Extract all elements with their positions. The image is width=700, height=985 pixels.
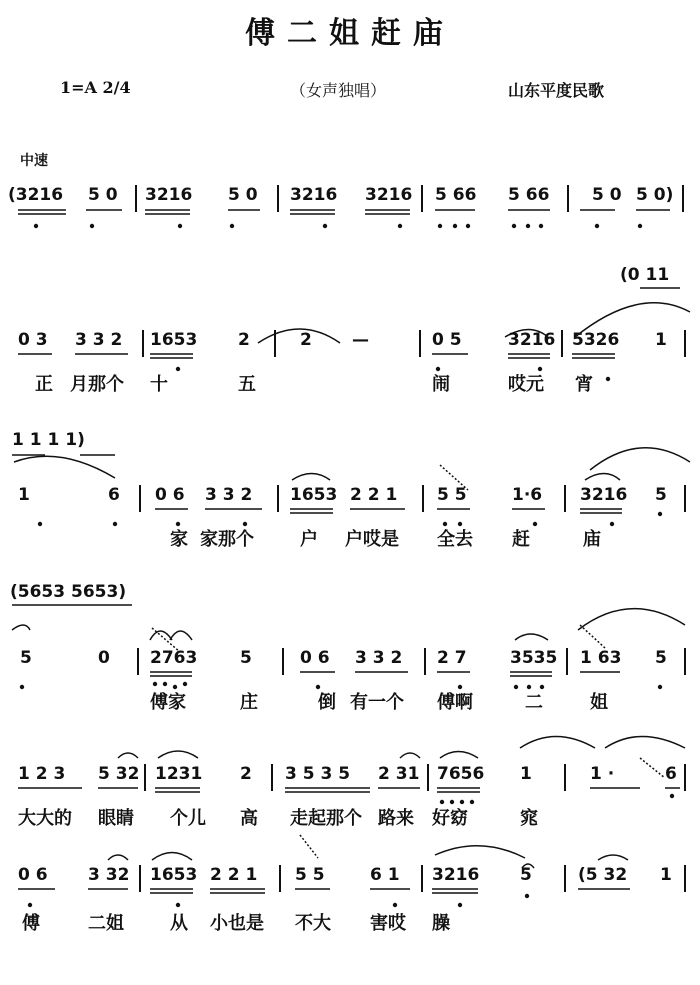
- lyric-syllable: 家: [170, 529, 188, 550]
- score-row-6: [0, 865, 700, 985]
- lyric-syllable: 宵: [575, 374, 593, 395]
- note-group: 2 7: [437, 648, 467, 668]
- lyric-syllable: 走起那个: [290, 808, 362, 829]
- bracket-prefix: (5653 5653): [10, 582, 127, 602]
- lyrics-line: [0, 909, 700, 937]
- score-row-4: [0, 648, 700, 768]
- lyric-syllable: 二姐: [88, 913, 124, 934]
- note-group: 3216: [432, 865, 480, 885]
- note-group: 1: [18, 485, 30, 505]
- note-group: 0 5: [432, 330, 462, 350]
- note-group: 1·6: [512, 485, 543, 505]
- lyric-syllable: 害哎: [370, 913, 406, 934]
- lyric-syllable: 倒: [318, 692, 336, 713]
- note-group: 1653: [290, 485, 338, 505]
- note-group: 3216: [290, 185, 338, 205]
- note-group: 1: [655, 330, 667, 350]
- lyric-syllable: 五: [238, 374, 256, 395]
- note-group: 0 6: [300, 648, 330, 668]
- note-group: 1 63: [580, 648, 622, 668]
- lyric-syllable: 不大: [295, 913, 331, 934]
- lyric-syllable: 从: [170, 913, 188, 934]
- note-group: 0 6: [155, 485, 185, 505]
- note-group: 5: [520, 865, 532, 885]
- note-group: 3216: [508, 330, 556, 350]
- lyrics-line: [0, 804, 700, 832]
- key-signature: 1=A 2/4: [60, 78, 131, 97]
- note-group: 3 5 3 5: [285, 764, 351, 784]
- lyric-syllable: 闹: [432, 374, 450, 395]
- note-group: 5: [655, 648, 667, 668]
- note-group: 5: [20, 648, 32, 668]
- note-group: 3 3 2: [205, 485, 253, 505]
- note-group: 2: [238, 330, 250, 350]
- song-title: 傅二姐赶庙: [245, 16, 455, 51]
- note-group: 7656: [437, 764, 485, 784]
- lyric-syllable: 小也是: [210, 913, 264, 934]
- note-group: 6 1: [370, 865, 400, 885]
- lyric-syllable: 全去: [437, 529, 473, 550]
- note-group: 2: [240, 764, 252, 784]
- lyrics-line: [0, 688, 700, 716]
- note-group: 5 0: [88, 185, 118, 205]
- note-group: —: [352, 330, 369, 350]
- note-group: 2 2 1: [350, 485, 398, 505]
- note-group: 5 0: [592, 185, 622, 205]
- lyric-syllable: 户: [300, 529, 318, 550]
- note-group: 3 32: [88, 865, 130, 885]
- lyric-syllable: 户哎是: [345, 529, 399, 550]
- bracket-prefix: 1 1 1 1): [12, 430, 85, 450]
- note-group: 2: [300, 330, 312, 350]
- lyric-syllable: 臊: [432, 913, 450, 934]
- lyric-syllable: 好窈: [432, 808, 468, 829]
- score-row-1: [0, 185, 700, 305]
- note-group: 5326: [572, 330, 620, 350]
- note-group: 1: [520, 764, 532, 784]
- note-group: 5 66: [508, 185, 550, 205]
- note-group: 1653: [150, 865, 198, 885]
- note-group: 0: [98, 648, 110, 668]
- bracket-prefix: (0 11: [620, 265, 670, 285]
- note-group: 5: [240, 648, 252, 668]
- note-group: 3 3 2: [355, 648, 403, 668]
- note-group: 5: [655, 485, 667, 505]
- note-group: 3216: [580, 485, 628, 505]
- lyric-syllable: 傅: [22, 913, 40, 934]
- song-origin: 山东平度民歌: [508, 81, 605, 100]
- note-group: 0 6: [18, 865, 48, 885]
- note-group: 5 5: [295, 865, 325, 885]
- notes-line: [0, 185, 700, 245]
- lyric-syllable: 哎元: [508, 374, 544, 395]
- note-group: 2 31: [378, 764, 420, 784]
- lyric-syllable: 有一个: [350, 692, 404, 713]
- lyric-syllable: 赶: [512, 529, 530, 550]
- lyric-syllable: 路来: [378, 808, 414, 829]
- lyric-syllable: 个儿: [170, 808, 206, 829]
- note-group: 1 ·: [590, 764, 615, 784]
- note-group: 5 0: [228, 185, 258, 205]
- lyric-syllable: 十: [150, 374, 168, 395]
- note-group: 1231: [155, 764, 203, 784]
- lyric-syllable: 正: [35, 374, 53, 395]
- note-group: (5 32: [578, 865, 628, 885]
- lyric-syllable: 傅家: [150, 692, 186, 713]
- note-group: (3216: [8, 185, 64, 205]
- note-group: 2 2 1: [210, 865, 258, 885]
- lyric-syllable: 大大的: [18, 808, 72, 829]
- note-group: 3216: [365, 185, 413, 205]
- lyric-syllable: 窕: [520, 808, 538, 829]
- note-group: 5 66: [435, 185, 477, 205]
- lyrics-line: [0, 525, 700, 553]
- lyric-syllable: 高: [240, 808, 258, 829]
- lyric-syllable: 庄: [240, 692, 258, 713]
- lyric-syllable: 家那个: [200, 529, 254, 550]
- lyric-syllable: 傅啊: [437, 692, 473, 713]
- performance-style: （女声独唱）: [290, 81, 387, 100]
- note-group: 5 32: [98, 764, 140, 784]
- note-group: 3535: [510, 648, 558, 668]
- note-group: 6: [665, 764, 677, 784]
- note-group: 3216: [145, 185, 193, 205]
- note-group: 5 0): [636, 185, 674, 205]
- note-group: 1 2 3: [18, 764, 66, 784]
- lyric-syllable: 眼睛: [98, 808, 134, 829]
- lyrics-line: [0, 370, 700, 398]
- lyric-syllable: 姐: [590, 692, 608, 713]
- note-group: 3 3 2: [75, 330, 123, 350]
- note-group: 2763: [150, 648, 198, 668]
- note-group: 1: [660, 865, 672, 885]
- note-group: 0 3: [18, 330, 48, 350]
- lyric-syllable: 月那个: [70, 374, 124, 395]
- note-group: 5 5: [437, 485, 467, 505]
- tempo-marking: 中速: [20, 153, 48, 169]
- note-group: 1653: [150, 330, 198, 350]
- note-group: 6: [108, 485, 120, 505]
- lyric-syllable: 二: [525, 692, 543, 713]
- lyric-syllable: 庙: [583, 529, 601, 550]
- score-row-2: [0, 330, 700, 450]
